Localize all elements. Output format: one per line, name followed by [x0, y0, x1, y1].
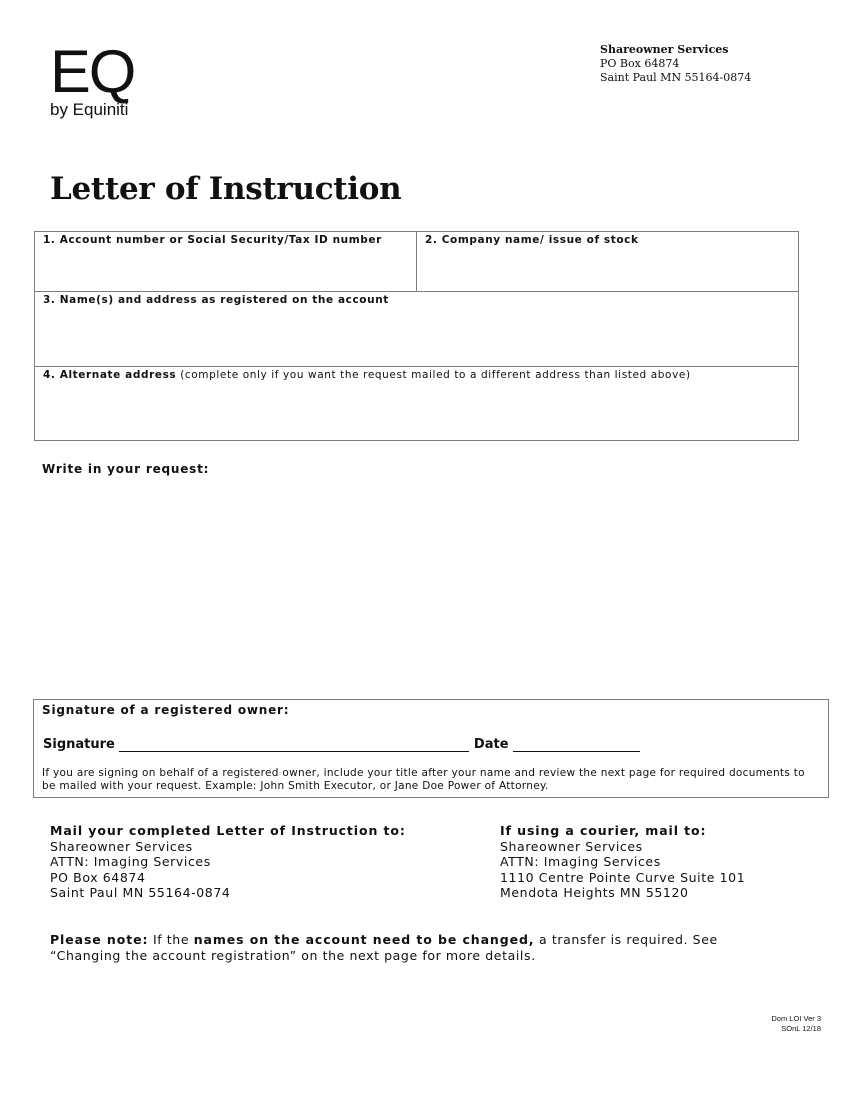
date-label: Date	[473, 737, 509, 752]
header-address	[600, 43, 751, 85]
request-area[interactable]	[42, 482, 822, 687]
alternate-address-label: 4. Alternate address	[43, 369, 177, 381]
mail-line: Saint Paul MN 55164-0874	[50, 885, 231, 901]
mail-heading: Mail your completed Letter of Instruction to:	[50, 823, 406, 838]
header-address-line1: PO Box 64874	[600, 57, 680, 70]
date-field[interactable]	[513, 737, 640, 752]
please-note-lead: Please note:	[50, 932, 149, 947]
signature-field[interactable]	[119, 737, 469, 752]
mail-line: ATTN: Imaging Services	[50, 854, 211, 870]
header-address-line2: Saint Paul MN 55164-0874	[600, 71, 752, 84]
request-label: Write in your request:	[42, 462, 210, 476]
company-name-label: 2. Company name/ issue of stock	[425, 234, 639, 246]
courier-line: ATTN: Imaging Services	[500, 854, 661, 870]
registered-name-address-field[interactable]	[35, 292, 798, 367]
logo-mark: EQ	[50, 38, 135, 105]
equiniti-logo	[50, 38, 160, 120]
signature-note: If you are signing on behalf of a registered owner, include your title after your name and review the next page for required documents to be mailed with your request. Example: John Smith Executor, or Jane Doe Power of Attorney.	[42, 767, 805, 792]
footer-line1: Dom LOI Ver 3	[771, 1014, 821, 1023]
signature-heading: Signature of a registered owner:	[42, 703, 290, 717]
courier-address-block	[500, 823, 745, 901]
account-number-field[interactable]	[35, 232, 417, 292]
registered-name-address-label: 3. Name(s) and address as registered on the account	[43, 294, 389, 306]
mail-line: Shareowner Services	[50, 838, 193, 854]
please-note	[50, 932, 770, 963]
courier-line: Mendota Heights MN 55120	[500, 885, 689, 901]
account-info-form	[34, 231, 799, 441]
signature-label: Signature	[43, 737, 115, 752]
form-version-footer	[771, 1014, 821, 1034]
footer-line2: SOnL 12/18	[781, 1024, 821, 1033]
mail-line: PO Box 64874	[50, 869, 146, 885]
signature-line	[43, 737, 640, 752]
please-note-text2: a transfer is required. See “Changing the account registration” on the next page for more details.	[50, 932, 718, 963]
courier-line: 1110 Centre Pointe Curve Suite 101	[500, 869, 746, 885]
page-title: Letter of Instruction	[50, 171, 402, 207]
please-note-text1: If the	[148, 932, 194, 947]
alternate-address-field[interactable]	[35, 367, 798, 440]
company-name-field[interactable]	[417, 232, 798, 292]
mail-address-block	[50, 823, 406, 901]
courier-heading: If using a courier, mail to:	[500, 823, 707, 838]
signature-box	[33, 699, 829, 798]
logo-subtitle: by Equiniti	[50, 100, 129, 119]
courier-line: Shareowner Services	[500, 838, 643, 854]
header-address-name: Shareowner Services	[600, 43, 729, 56]
account-number-label: 1. Account number or Social Security/Tax ID number	[43, 234, 382, 246]
alternate-address-note: (complete only if you want the request mailed to a different address than listed above)	[176, 369, 691, 381]
please-note-bold: names on the account need to be changed,	[193, 932, 535, 947]
